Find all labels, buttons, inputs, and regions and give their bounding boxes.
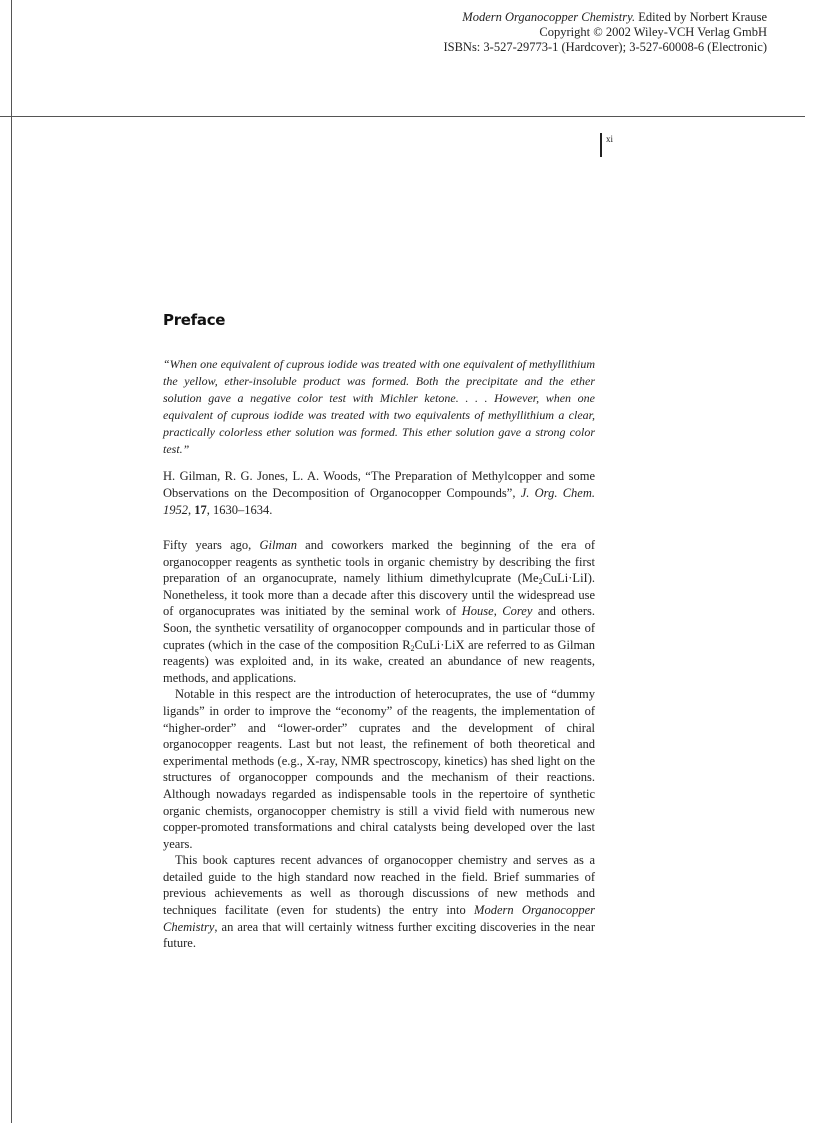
p3-book-title: Modern Organocopper Chemistry xyxy=(163,903,595,934)
p1-text-4: , xyxy=(493,604,503,619)
p1-text-2: and coworkers marked the beginning of the era of organocopper reagents as synthetic tools in organic chemistry by describing the first preparation of an organocuprate, namely lithium dimethylcuprate (Me xyxy=(163,538,595,586)
header-book-title: Modern Organocopper Chemistry. xyxy=(462,10,636,24)
citation-journal: J. Org. Chem. xyxy=(520,486,595,500)
header-isbns: ISBNs: 3-527-29773-1 (Hardcover); 3-527-60008-6 (Electronic) xyxy=(443,40,767,54)
header-rule xyxy=(0,116,805,117)
paragraph-2: Notable in this respect are the introduction of heterocuprates, the use of “dummy ligands” in order to improve the “economy” of the reagents, the implementation of “higher-order” and “lower-order” cuprates and the development of chiral organocopper reagents. Last but not least, the refinement of both theoretical and experimental methods (e.g., X-ray, NMR spectroscopy, kinetics) has shed light on the structures of organocopper compounds and the mechanism of their reactions. Although nowadays regarded as indispensable tools in the repertoire of synthetic organic chemists, organocopper chemistry is still a vivid field with numerous new copper-promoted transformations and chiral catalysts being developed over the last years. xyxy=(163,687,595,851)
p3-text-1: This book captures recent advances of organocopper chemistry and serves as a detailed guide to the high standard now reached in the field. Brief summaries of previous achievements as well as thorough discussions of new methods and techniques facilitate (even for students) the entry into xyxy=(163,853,595,918)
paragraph-3 xyxy=(163,852,595,952)
citation-authors-title: H. Gilman, R. G. Jones, L. A. Woods, “The Preparation of Methylcopper and some Observations on the Decomposition of Organocopper Compounds”, xyxy=(163,469,595,500)
p1-text-3: CuLi·LiI). Nonetheless, it took more than a decade after this discovery until the widespread use of organocuprates was initiated by the seminal work of xyxy=(163,571,595,619)
epigraph-quote: “When one equivalent of cuprous iodide was treated with one equivalent of methyllithium the yellow, ether-insoluble product was formed. Both the precipitate and the ether solution gave a negative color test with Michler ketone. . . . However, when one equivalent of cuprous iodide was treated with two equivalents of methyllithium a clear, practically colorless ether solution was formed. This ether solution gave a strong color test.” xyxy=(163,357,595,456)
p1-subscript-1: 2 xyxy=(538,577,543,587)
header-line-1 xyxy=(443,10,767,25)
p1-corey: Corey xyxy=(502,604,533,619)
p1-text-5: and others. Soon, the synthetic versatility of organocopper compounds and in particular those of cuprates (which in the case of the composition R xyxy=(163,604,595,652)
citation-volume: 17 xyxy=(194,503,207,517)
copyright-header xyxy=(443,10,767,55)
page-title: Preface xyxy=(163,311,226,329)
p1-gilman: Gilman xyxy=(259,538,297,552)
page-marker-bar xyxy=(600,133,602,157)
paragraph-1 xyxy=(163,537,595,686)
page-content xyxy=(163,311,595,952)
p1-subscript-2: 2 xyxy=(410,643,415,653)
p3-text-2: , an area that will certainly witness further exciting discoveries in the near future. xyxy=(163,919,595,951)
header-editor: Edited by Norbert Krause xyxy=(635,10,767,24)
page-number: xi xyxy=(606,134,614,144)
citation-year: 1952 xyxy=(163,503,188,517)
header-copyright: Copyright © 2002 Wiley-VCH Verlag GmbH xyxy=(539,25,767,39)
p1-text-1: Fifty years ago, xyxy=(163,538,260,552)
citation-pages: , 1630–1634. xyxy=(206,503,273,517)
preface-body xyxy=(163,537,595,952)
p1-house: House xyxy=(461,604,494,619)
epigraph-citation: H. Gilman, R. G. Jones, L. A. Woods, “The Preparation of Methylcopper and some Observations on the Decomposition of Organocopper Compounds”, J. Org. Chem. 1952, 17, 1630–1634. xyxy=(163,469,595,517)
p1-text-6: CuLi·LiX are referred to as Gilman reagents) was exploited and, in its wake, created an abundance of new reagents, methods, and applications. xyxy=(163,637,595,685)
left-margin-rule xyxy=(11,0,12,1123)
